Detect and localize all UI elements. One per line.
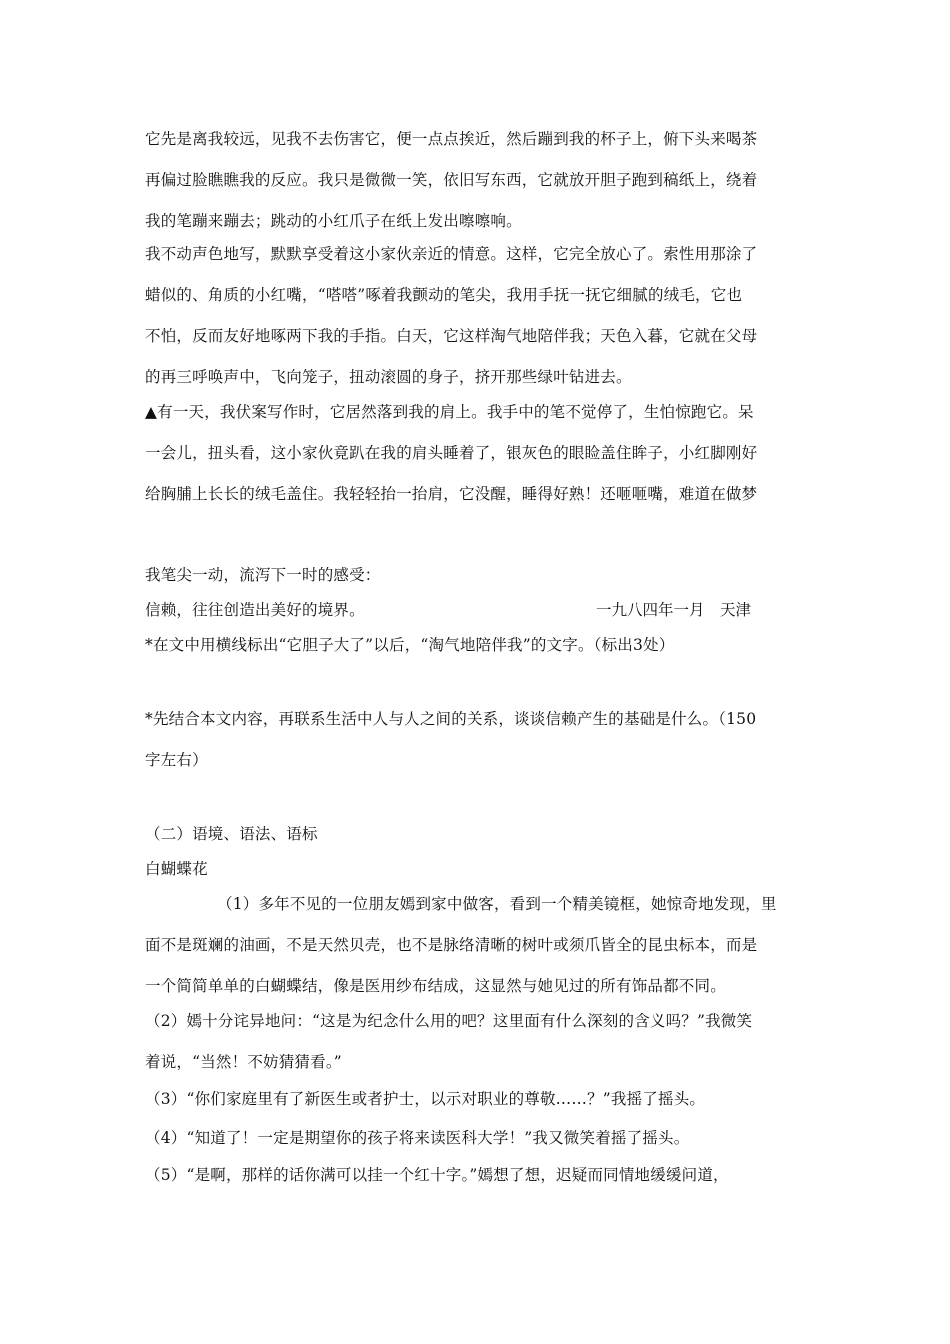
passage-line: 我不动声色地写，默默享受着这小家伙亲近的情意。这样，它完全放心了。索性用那涂了 [145, 245, 758, 263]
question-1: *在文中用横线标出“它胆子大了”以后，“淘气地陪伴我”的文字。（标出3处） [145, 636, 675, 654]
passage-line: 给胸脯上长长的绒毛盖住。我轻轻抬一抬肩，它没醒，睡得好熟！还咂咂嘴，难道在做梦 [145, 485, 758, 503]
signature-date: 一九八四年一月 天津 [596, 601, 752, 619]
question-2-line1: *先结合本文内容，再联系生活中人与人之间的关系，谈谈信赖产生的基础是什么。（150 [145, 710, 757, 728]
article-title: 白蝴蝶花 [145, 860, 208, 878]
passage-line: 一会儿，扭头看，这小家伙竟趴在我的肩头睡着了，银灰色的眼睑盖住眸子，小红脚刚好 [145, 444, 758, 462]
passage-line: ▲有一天，我伏案写作时，它居然落到我的肩上。我手中的笔不觉停了，生怕惊跑它。呆 [145, 403, 754, 421]
passage-line: 蜡似的、角质的小红嘴，“嗒嗒”啄着我颤动的笔尖，我用手抚一抚它细腻的绒毛，它也 [145, 286, 743, 304]
passage-line: 它先是离我较远，见我不去伤害它，便一点点挨近，然后蹦到我的杯子上，俯下头来喝茶 [145, 130, 758, 148]
question-2-line2: 字左右） [145, 751, 208, 769]
passage-line: 我笔尖一动，流泻下一时的感受： [145, 566, 381, 584]
section-heading: （二）语境、语法、语标 [145, 825, 318, 843]
passage-line: 我的笔蹦来蹦去；跳动的小红爪子在纸上发出嚓嚓响。 [145, 212, 522, 230]
article-line: （1）多年不见的一位朋友嫣到家中做客，看到一个精美镜框，她惊奇地发现，里 [217, 895, 777, 913]
article-line: （2）嫣十分诧异地问：“这是为纪念什么用的吧？这里面有什么深刻的含义吗？”我微笑 [145, 1012, 753, 1030]
article-line: （5）“是啊，那样的话你满可以挂一个红十字。”嫣想了想，迟疑而同情地缓缓问道， [145, 1166, 729, 1184]
passage-line: 再偏过脸瞧瞧我的反应。我只是微微一笑，依旧写东西，它就放开胆子跑到稿纸上，绕着 [145, 171, 758, 189]
article-line: 面不是斑斓的油画，不是天然贝壳，也不是脉络清晰的树叶或须爪皆全的昆虫标本，而是 [145, 936, 758, 954]
article-line: （4）“知道了！一定是期望你的孩子将来读医科大学！”我又微笑着摇了摇头。 [145, 1129, 690, 1147]
passage-line: 不怕，反而友好地啄两下我的手指。白天，它这样淘气地陪伴我；天色入暮，它就在父母 [145, 327, 758, 345]
closing-line: 信赖，往往创造出美好的境界。 [145, 601, 365, 619]
article-line: （3）“你们家庭里有了新医生或者护士，以示对职业的尊敬……？”我摇了摇头。 [145, 1090, 706, 1108]
passage-line: 的再三呼唤声中，飞向笼子，扭动滚圆的身子，挤开那些绿叶钻进去。 [145, 368, 632, 386]
article-line: 一个简简单单的白蝴蝶结，像是医用纱布结成，这显然与她见过的所有饰品都不同。 [145, 977, 726, 995]
article-line: 着说，“当然！不妨猜猜看。” [145, 1053, 342, 1071]
